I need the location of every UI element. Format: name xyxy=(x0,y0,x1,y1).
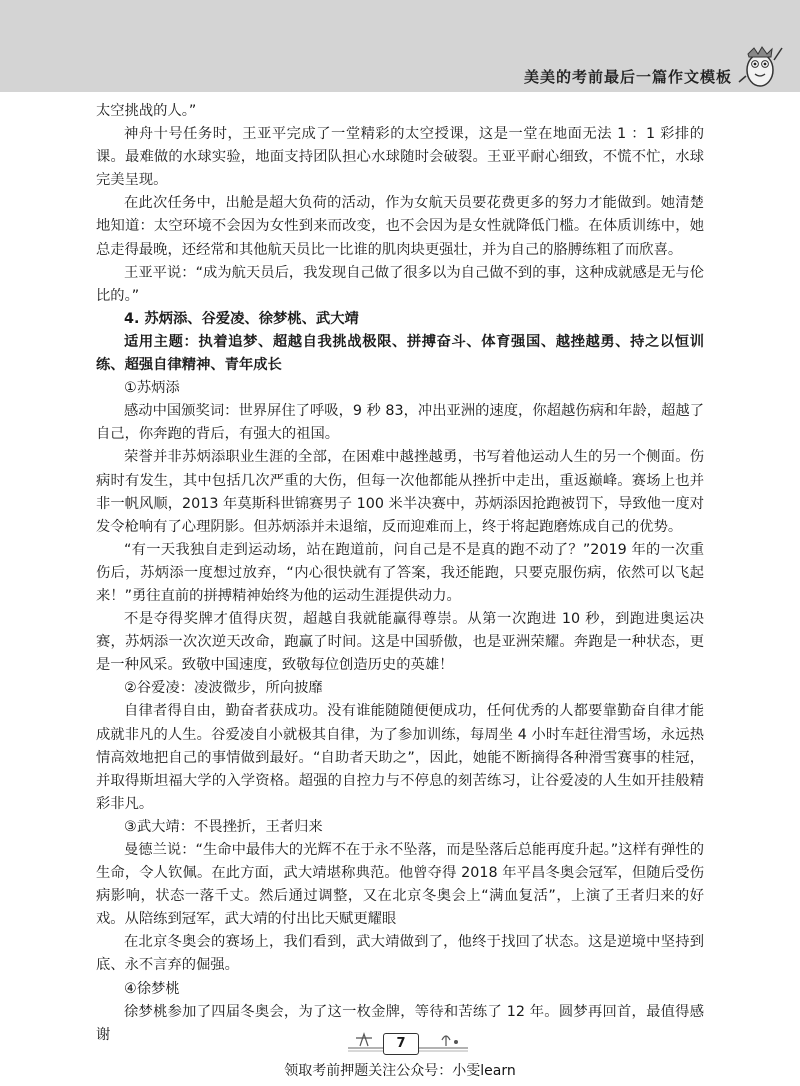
paragraph: 不是夺得奖牌才值得庆贺，超越自我就能赢得尊崇。从第一次跑进 10 秒，到跑进奥运决赛，苏炳添一次次逆天改命，跑赢了时间。这是中国骄傲，也是亚洲荣耀。奔跑是一种状态，更是一种风采。致敬中国速度，致敬每位创造历史的英雄！ xyxy=(96,611,704,674)
header-title: 美美的考前最后一篇作文模板 xyxy=(523,68,732,86)
subheading: ③武大靖：不畏挫折，王者归来 xyxy=(124,818,323,835)
section-heading: 4. 苏炳添、谷爱凌、徐梦桃、武大靖 xyxy=(124,310,359,327)
paragraph: 在北京冬奥会的赛场上，我们看到，武大靖做到了，他终于找回了状态。这是逆境中坚持到底、永不言弃的倔强。 xyxy=(96,934,704,974)
subheading: ②谷爱凌：凌波微步，所向披靡 xyxy=(124,680,323,697)
paragraph: 太空挑战的人。” xyxy=(96,103,197,119)
paragraph: 王亚平说：“成为航天员后，我发现自己做了很多以为自己做不到的事，这种成就感是无与伦比的。” xyxy=(96,264,704,304)
paragraph: 感动中国颁奖词：世界屏住了呼吸，9 秒 83，冲出亚洲的速度，你超越伤病和年龄，超越了自己，你奔跑的背后，有强大的祖国。 xyxy=(96,403,704,443)
theme-line: 适用主题：执着追梦、超越自我挑战极限、拼搏奋斗、体育强国、越挫越勇、持之以恒训练、超强自律精神、青年成长 xyxy=(96,333,704,374)
subheading: ①苏炳添 xyxy=(124,380,180,397)
paragraph: 荣誉并非苏炳添职业生涯的全部，在困难中越挫越勇，书写着他运动人生的另一个侧面。伤病时有发生，其中包括几次严重的大伤，但每一次他都能从挫折中走出，重返巅峰。赛场上也并非一帆风顺，2013 年莫斯科世锦赛男子 100 米半决赛中，苏炳添因抢跑被罚下，导致他一度对发令枪响有了心理阴影。但苏炳添并未退缩，反而迎难而上，终于将起跑磨炼成自己的优势。 xyxy=(96,449,704,535)
footer-note: 领取考前押题关注公众号：小雯learn xyxy=(284,1063,516,1079)
page-number: 7 xyxy=(383,1033,419,1055)
paragraph: 徐梦桃参加了四届冬奥会，为了这一枚金牌，等待和苦练了 12 年。圆梦再回首，最值得感谢 xyxy=(96,1003,704,1043)
article-body xyxy=(96,100,704,1047)
subheading: ④徐梦桃 xyxy=(124,980,180,997)
paragraph: 在此次任务中，出舱是超大负荷的活动，作为女航天员要花费更多的努力才能做到。她清楚地知道：太空环境不会因为女性到来而改变，也不会因为是女性就降低门槛。在体质训练中，她总走得最晚，还经常和其他航天员比一比谁的肌肉块更强壮，并为自己的胳膊练粗了而欣喜。 xyxy=(96,195,704,258)
paragraph: 自律者得自由，勤奋者获成功。没有谁能随随便便成功，任何优秀的人都要靠勤奋自律才能成就非凡的人生。谷爱凌自小就极其自律，为了参加训练，每周坐 4 小时车赶往滑雪场，永远热情高效地把自己的事情做到最好。“自助者天助之”，因此，她能不断摘得各种滑雪赛事的桂冠，并取得斯坦福大学的入学资格。超强的自控力与不停息的刻苦练习，让谷爱凌的人生如开挂般精彩非凡。 xyxy=(96,703,704,812)
paragraph: 神舟十号任务时，王亚平完成了一堂精彩的太空授课，这是一堂在地面无法 1 ：1 彩排的课。最难做的水球实验，地面支持团队担心水球随时会破裂。王亚平耐心细致，不慌不忙，水球完美呈现。 xyxy=(96,126,704,189)
paragraph: “有一天我独自走到运动场，站在跑道前，问自己是不是真的跑不动了？”2019 年的一次重伤后，苏炳添一度想过放弃，“内心很快就有了答案，我还能跑，只要克服伤病，依然可以飞起来！”勇往直前的拼搏精神始终为他的运动生涯提供动力。 xyxy=(96,541,704,604)
paragraph: 曼德兰说：“生命中最伟大的光辉不在于永不坠落，而是坠落后总能再度升起。”这样有弹性的生命，令人钦佩。在此方面，武大靖堪称典范。他曾夺得 2018 年平昌冬奥会冠军，但随后受伤病影响，状态一落千丈。然后通过调整，又在北京冬奥会上“满血复活”，上演了王者归来的好戏。从陪练到冠军，武大靖的付出比天赋更耀眼 xyxy=(96,842,704,928)
mascot-icon xyxy=(734,40,786,92)
